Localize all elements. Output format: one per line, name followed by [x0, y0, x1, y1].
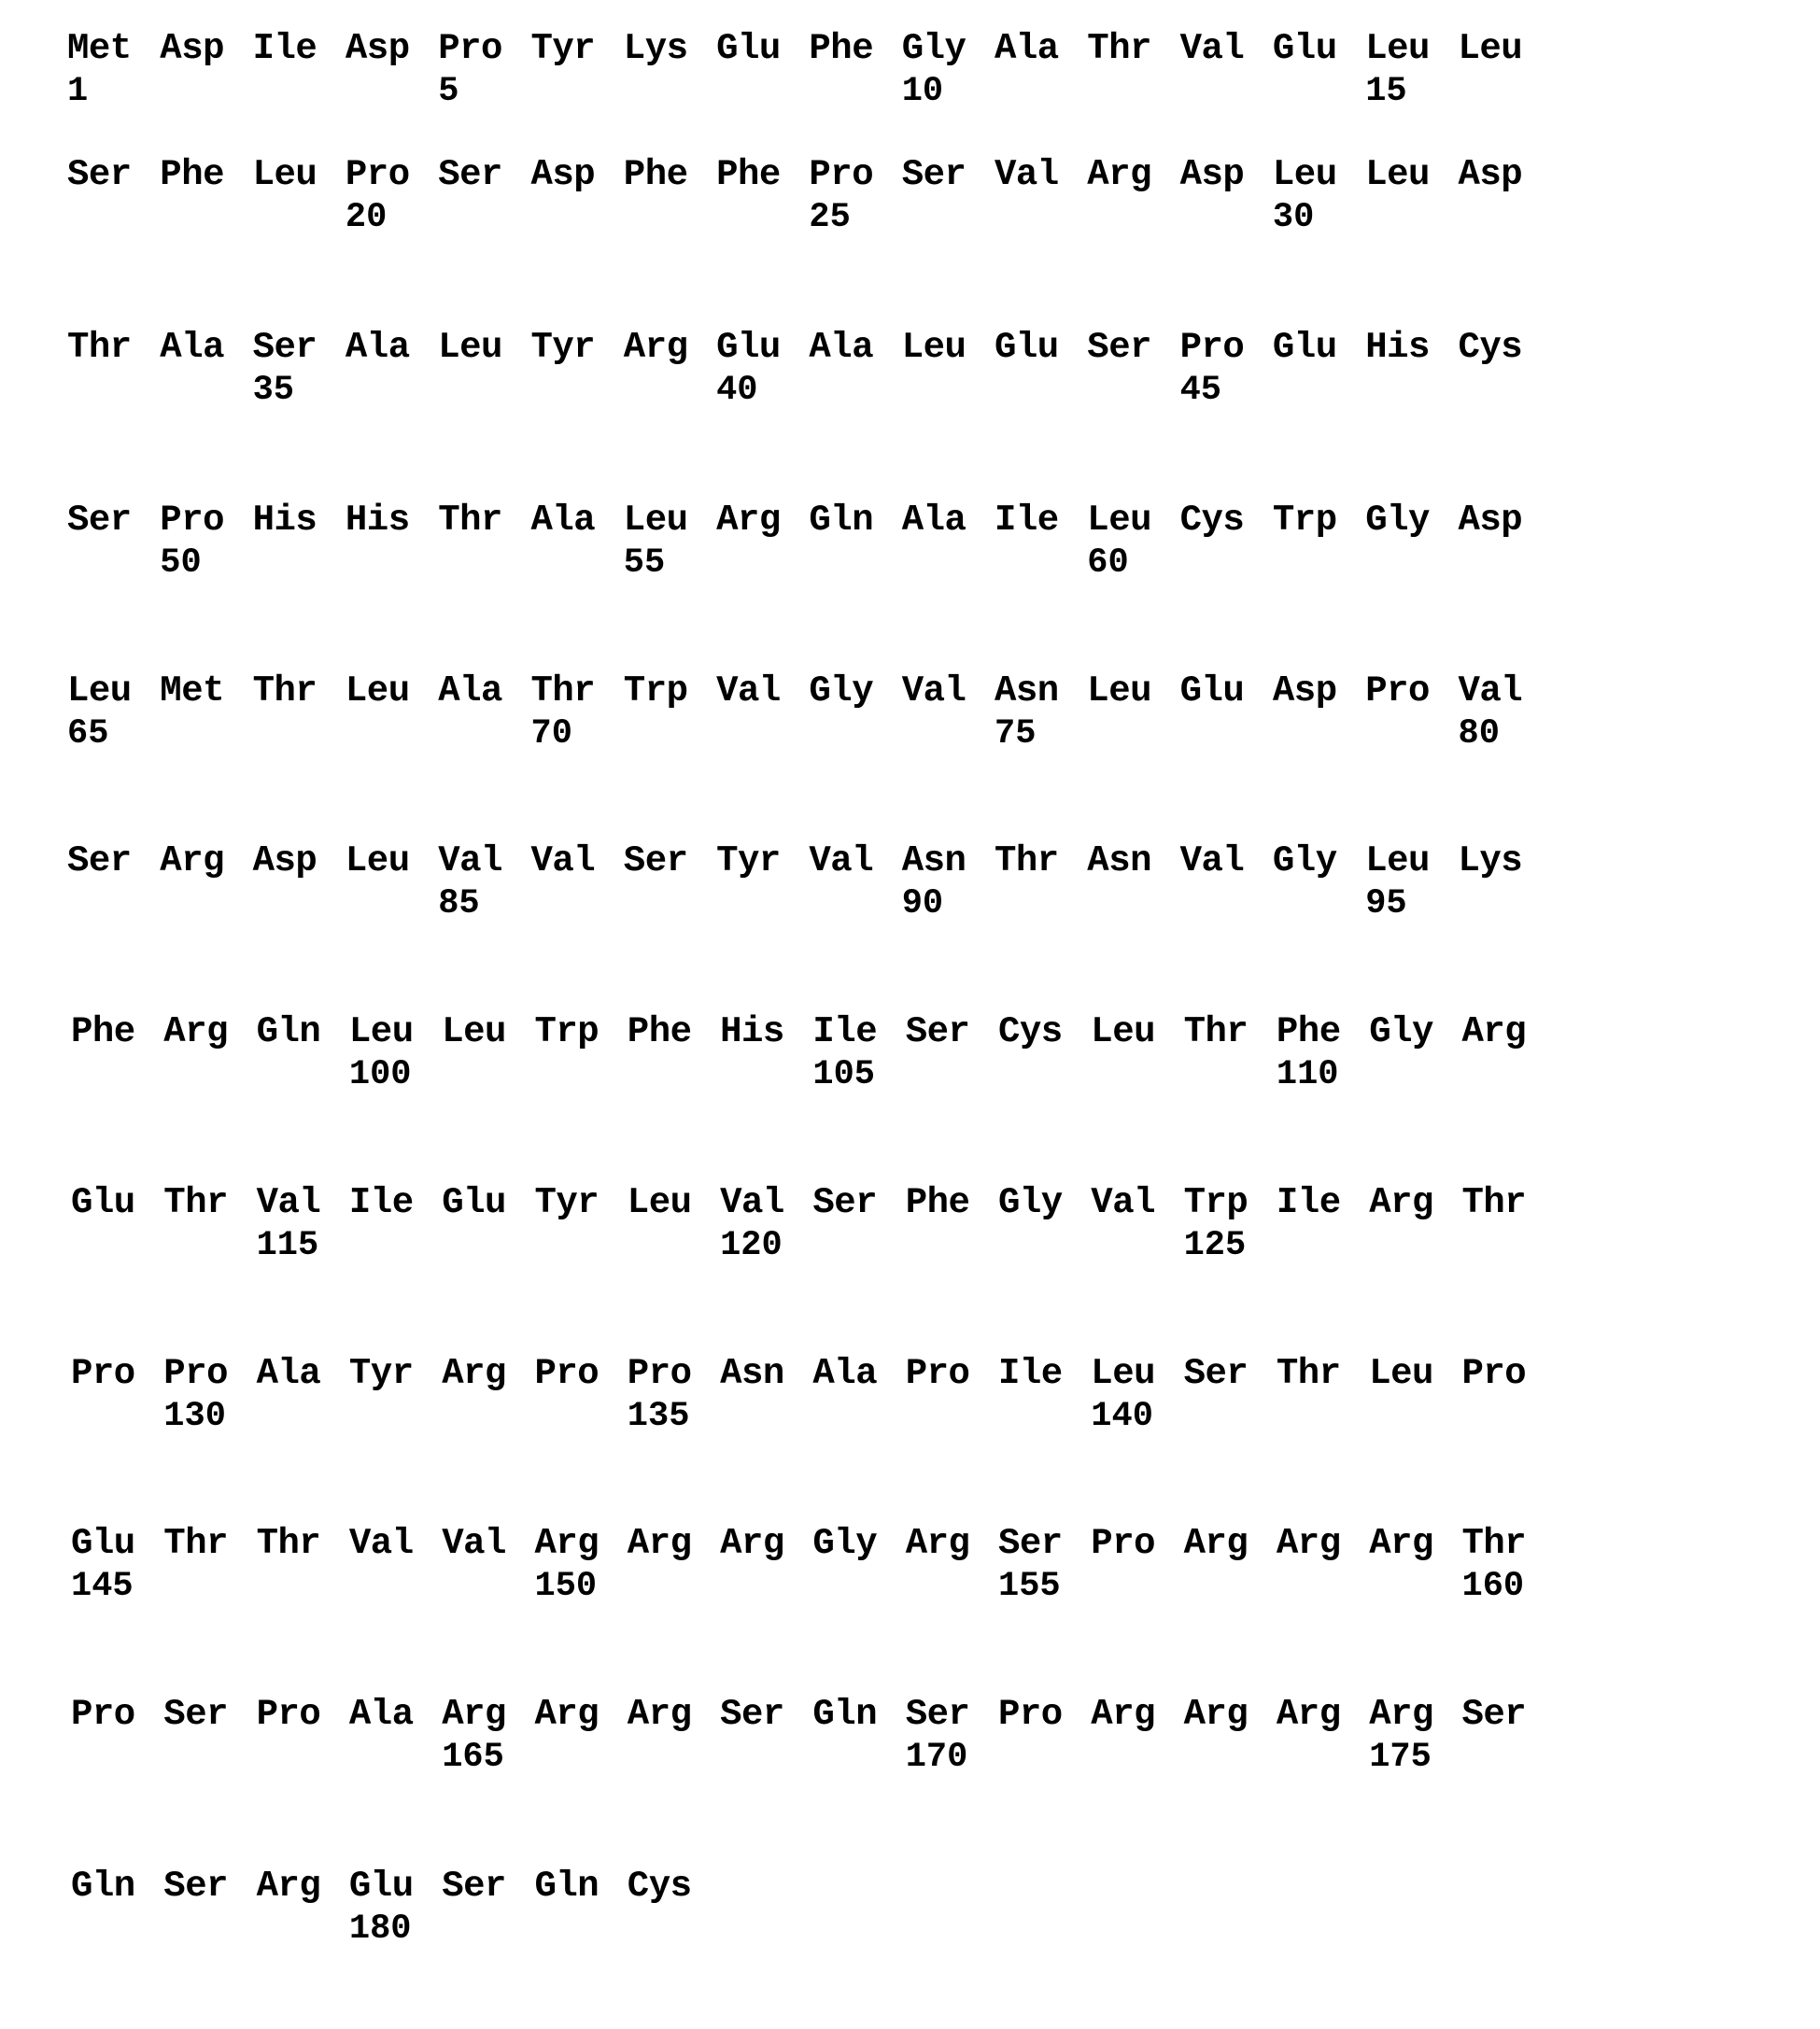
residue: Leu	[438, 327, 502, 368]
residue: Arg	[163, 1011, 229, 1052]
residue: Cys	[998, 1011, 1063, 1052]
residue: Ser	[442, 1866, 506, 1907]
position-number: 155	[998, 1567, 1061, 1606]
residue: Glu	[1272, 327, 1337, 368]
residue: Ser	[438, 154, 502, 195]
position-number: 30	[1272, 198, 1315, 237]
residue: Pro	[627, 1353, 692, 1394]
residue: Arg	[160, 840, 225, 881]
residue: Cys	[1179, 500, 1245, 541]
residue: Phe	[1276, 1011, 1341, 1052]
position-number: 80	[1458, 714, 1500, 754]
residue: Arg	[1276, 1694, 1341, 1735]
residue: Arg	[627, 1694, 692, 1735]
residue: Tyr	[716, 840, 781, 881]
residue: Arg	[534, 1523, 600, 1564]
residue: Leu	[627, 1182, 692, 1223]
residue: Ala	[995, 28, 1059, 69]
residue: Ser	[67, 840, 132, 881]
residue: Leu	[1365, 28, 1430, 69]
residue: Gly	[1365, 500, 1430, 541]
residue: Asp	[1458, 500, 1523, 541]
residue: Thr	[1276, 1353, 1341, 1394]
residue: Gln	[809, 500, 874, 541]
residue: Val	[901, 670, 966, 712]
residue: Asn	[901, 840, 966, 881]
residue: Leu	[623, 500, 688, 541]
residue: Thr	[67, 327, 132, 368]
residue: Trp	[1183, 1182, 1249, 1223]
residue: Tyr	[348, 1353, 414, 1394]
residue: Thr	[252, 670, 317, 712]
residue: Val	[1179, 28, 1245, 69]
residue: Phe	[905, 1182, 970, 1223]
position-number: 160	[1461, 1567, 1525, 1606]
position-number: 95	[1365, 884, 1407, 923]
position-number: 75	[995, 714, 1037, 754]
position-number: 15	[1365, 72, 1407, 111]
residue: Arg	[256, 1866, 321, 1907]
residue: Thr	[256, 1523, 321, 1564]
residue: Val	[809, 840, 874, 881]
position-number: 165	[442, 1738, 504, 1777]
residue: Cys	[627, 1866, 692, 1907]
residue: Phe	[809, 28, 874, 69]
residue: Arg	[623, 327, 688, 368]
position-number: 45	[1179, 371, 1222, 410]
residue: Asp	[1458, 154, 1523, 195]
residue: Glu	[71, 1182, 135, 1223]
residue: Ile	[1276, 1182, 1341, 1223]
residue: Arg	[627, 1523, 692, 1564]
residue: Ser	[1087, 327, 1152, 368]
residue: Asn	[1087, 840, 1152, 881]
residue: Gln	[71, 1866, 135, 1907]
residue: Pro	[163, 1353, 229, 1394]
residue: Arg	[1461, 1011, 1527, 1052]
residue: Asn	[995, 670, 1059, 712]
residue: Val	[720, 1182, 784, 1223]
residue: Ser	[67, 500, 132, 541]
residue: Val	[348, 1523, 414, 1564]
residue: Arg	[1183, 1523, 1249, 1564]
position-number: 105	[812, 1055, 876, 1094]
position-number: 140	[1091, 1397, 1153, 1436]
position-number: 110	[1276, 1055, 1339, 1094]
position-number: 85	[438, 884, 480, 923]
residue: Pro	[998, 1694, 1063, 1735]
residue: Leu	[1365, 154, 1430, 195]
residue: Ala	[438, 670, 502, 712]
residue: Asp	[345, 28, 410, 69]
residue: Glu	[1272, 28, 1337, 69]
residue: Pro	[1461, 1353, 1527, 1394]
residue: Pro	[809, 154, 874, 195]
position-number: 100	[348, 1055, 412, 1094]
residue: Gly	[812, 1523, 878, 1564]
position-number: 1	[67, 72, 89, 111]
position-number: 120	[720, 1226, 783, 1265]
position-number: 40	[716, 371, 758, 410]
residue: Leu	[1091, 1353, 1156, 1394]
position-number: 115	[256, 1226, 319, 1265]
residue: Leu	[1272, 154, 1337, 195]
residue: Asp	[252, 840, 317, 881]
residue: Ser	[623, 840, 688, 881]
residue: Glu	[1179, 670, 1245, 712]
position-number: 25	[809, 198, 851, 237]
residue: Asp	[1272, 670, 1337, 712]
residue: Arg	[1369, 1523, 1433, 1564]
position-number: 180	[348, 1909, 412, 1949]
position-number: 60	[1087, 543, 1129, 583]
residue: Gly	[1272, 840, 1337, 881]
residue: Ser	[163, 1694, 229, 1735]
position-number: 170	[905, 1738, 968, 1777]
residue: His	[252, 500, 317, 541]
residue: Glu	[716, 327, 781, 368]
residue: Tyr	[530, 28, 596, 69]
residue: Ala	[530, 500, 596, 541]
residue: Thr	[163, 1182, 229, 1223]
residue: Val	[438, 840, 502, 881]
position-number: 70	[530, 714, 572, 754]
residue: Gly	[998, 1182, 1063, 1223]
residue: Phe	[716, 154, 781, 195]
residue: Gly	[1369, 1011, 1433, 1052]
residue: Arg	[716, 500, 781, 541]
residue: Ser	[252, 327, 317, 368]
residue: Leu	[1369, 1353, 1433, 1394]
residue: Trp	[623, 670, 688, 712]
residue: Glu	[348, 1866, 414, 1907]
residue: Thr	[163, 1523, 229, 1564]
residue: Leu	[67, 670, 132, 712]
residue: His	[345, 500, 410, 541]
residue: Arg	[1091, 1694, 1156, 1735]
residue: Val	[1179, 840, 1245, 881]
residue: Gln	[534, 1866, 600, 1907]
residue: Leu	[442, 1011, 506, 1052]
residue: Arg	[1369, 1182, 1433, 1223]
residue: Ser	[905, 1694, 970, 1735]
position-number: 10	[901, 72, 944, 111]
residue: Glu	[716, 28, 781, 69]
position-number: 55	[623, 543, 666, 583]
residue: Gln	[256, 1011, 321, 1052]
residue: Val	[716, 670, 781, 712]
residue: Ser	[67, 154, 132, 195]
residue: Asp	[530, 154, 596, 195]
residue: Phe	[623, 154, 688, 195]
residue: Glu	[995, 327, 1059, 368]
residue: Leu	[345, 670, 410, 712]
residue: Pro	[1091, 1523, 1156, 1564]
residue: Phe	[71, 1011, 135, 1052]
residue: Ala	[812, 1353, 878, 1394]
residue: Met	[160, 670, 225, 712]
residue: Pro	[345, 154, 410, 195]
residue: Arg	[720, 1523, 784, 1564]
residue: Asn	[720, 1353, 784, 1394]
position-number: 5	[438, 72, 459, 111]
residue: Phe	[160, 154, 225, 195]
residue: Val	[1458, 670, 1523, 712]
residue: Arg	[442, 1353, 506, 1394]
residue: Thr	[530, 670, 596, 712]
residue: Pro	[160, 500, 225, 541]
residue: Glu	[442, 1182, 506, 1223]
residue: Val	[442, 1523, 506, 1564]
residue: Arg	[1087, 154, 1152, 195]
position-number: 90	[901, 884, 944, 923]
residue: Leu	[1087, 670, 1152, 712]
position-number: 35	[252, 371, 295, 410]
residue: Tyr	[534, 1182, 600, 1223]
residue: Arg	[442, 1694, 506, 1735]
residue: Thr	[1183, 1011, 1249, 1052]
residue: Pro	[438, 28, 502, 69]
position-number: 175	[1369, 1738, 1432, 1777]
residue: Ala	[345, 327, 410, 368]
residue: Val	[995, 154, 1059, 195]
residue: Gln	[812, 1694, 878, 1735]
position-number: 65	[67, 714, 109, 754]
residue: Leu	[1087, 500, 1152, 541]
residue: Glu	[71, 1523, 135, 1564]
residue: Pro	[71, 1694, 135, 1735]
residue: Ser	[720, 1694, 784, 1735]
residue: Ile	[998, 1353, 1063, 1394]
residue: Gly	[901, 28, 966, 69]
residue: Thr	[995, 840, 1059, 881]
residue: Lys	[1458, 840, 1523, 881]
residue: Pro	[905, 1353, 970, 1394]
residue: Ser	[901, 154, 966, 195]
residue: Thr	[1461, 1523, 1527, 1564]
residue: Pro	[1365, 670, 1430, 712]
residue: Ala	[160, 327, 225, 368]
residue: Cys	[1458, 327, 1523, 368]
residue: Val	[1091, 1182, 1156, 1223]
residue: Met	[67, 28, 132, 69]
residue: Trp	[534, 1011, 600, 1052]
residue: Tyr	[530, 327, 596, 368]
residue: Ile	[348, 1182, 414, 1223]
residue: Ser	[812, 1182, 878, 1223]
residue: His	[1365, 327, 1430, 368]
residue: His	[720, 1011, 784, 1052]
position-number: 20	[345, 198, 388, 237]
residue: Ser	[905, 1011, 970, 1052]
position-number: 150	[534, 1567, 598, 1606]
residue: Trp	[1272, 500, 1337, 541]
residue: Leu	[1091, 1011, 1156, 1052]
residue: Arg	[1183, 1694, 1249, 1735]
residue: Ser	[1461, 1694, 1527, 1735]
residue: Ser	[163, 1866, 229, 1907]
residue: Leu	[901, 327, 966, 368]
residue: Arg	[905, 1523, 970, 1564]
residue: Pro	[1179, 327, 1245, 368]
residue: Leu	[348, 1011, 414, 1052]
residue: Asp	[1179, 154, 1245, 195]
residue: Arg	[1369, 1694, 1433, 1735]
position-number: 135	[627, 1397, 690, 1436]
residue: Gly	[809, 670, 874, 712]
residue: Arg	[534, 1694, 600, 1735]
residue: Thr	[1087, 28, 1152, 69]
residue: Pro	[256, 1694, 321, 1735]
residue: Ser	[998, 1523, 1063, 1564]
position-number: 125	[1183, 1226, 1247, 1265]
residue: Ala	[901, 500, 966, 541]
residue: Ser	[1183, 1353, 1249, 1394]
residue: Lys	[623, 28, 688, 69]
residue: Ala	[348, 1694, 414, 1735]
residue: Ile	[995, 500, 1059, 541]
residue: Asp	[160, 28, 225, 69]
residue: Ile	[252, 28, 317, 69]
residue: Phe	[627, 1011, 692, 1052]
residue: Leu	[1365, 840, 1430, 881]
position-number: 130	[163, 1397, 226, 1436]
residue: Arg	[1276, 1523, 1341, 1564]
residue: Thr	[438, 500, 502, 541]
residue: Leu	[1458, 28, 1523, 69]
residue: Val	[256, 1182, 321, 1223]
residue: Ala	[809, 327, 874, 368]
residue: Leu	[345, 840, 410, 881]
residue: Pro	[534, 1353, 600, 1394]
position-number: 145	[71, 1567, 134, 1606]
residue: Pro	[71, 1353, 135, 1394]
residue: Val	[530, 840, 596, 881]
residue: Ala	[256, 1353, 321, 1394]
residue: Thr	[1461, 1182, 1527, 1223]
position-number: 50	[160, 543, 202, 583]
residue: Ile	[812, 1011, 878, 1052]
residue: Leu	[252, 154, 317, 195]
